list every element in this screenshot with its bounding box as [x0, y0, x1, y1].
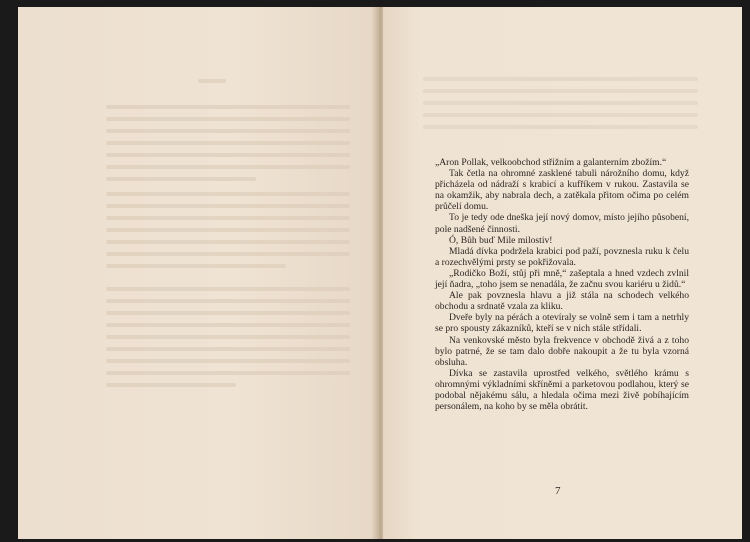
paragraph: Dveře byly na pérách a otevíraly se volně sem i tam a netrhly se pro spousty zákazníků, kteří se v nich stále střídali.: [435, 312, 689, 335]
paragraph: To je tedy ode dneška její nový domov, místo jejího působení, pole nadšené činnosti.: [435, 212, 689, 235]
paragraph: Mladá dívka podržela krabici pod paží, povznesla ruku k čelu a rozechvělými prsty se pokřižovala.: [435, 245, 689, 268]
right-page: [383, 7, 742, 539]
body-text: [435, 157, 689, 412]
paragraph: Dívka se zastavila uprostřed velkého, světlého krámu s ohromnými výkladními skříněmi a parketovou podlahou, který se podobal nějakému sálu, a hledala očima mezi živě pobíhajícím personálem, na koho by se měla obrátit.: [435, 367, 689, 413]
paragraph: Na venkovské město byla frekvence v obchodě živá a z toho bylo patrné, že se tam dalo dobře nakoupit a že tu byla vzorná obsluha.: [435, 334, 689, 368]
paragraph: Ó, Bůh buď Mile milostiv!: [449, 234, 553, 246]
paragraph: Ale pak povznesla hlavu a již stála na schodech velkého obchodu a srdnatě vzala za kliku.: [435, 290, 689, 313]
paragraph: „Aron Pollak, velkoobchod střižním a galanterním zbožím.“: [435, 157, 667, 168]
page-number: 7: [555, 485, 561, 497]
left-page: [18, 7, 376, 539]
paragraph: Tak četla na ohromné zasklené tabuli nárožního domu, když přicházela od nádraží s krabicí a kufříkem v rukou. Zastavila se na okamžik, aby nabrala dech, a zatěkala přitom očima po celém průčelí domu.: [435, 168, 689, 213]
paragraph: „Rodičko Boží, stůj při mně,“ zašeptala a hned vzdech zvlnil její ňadra, „toho jsem se nenadála, že začnu svou kariéru u židů.“: [435, 267, 689, 291]
